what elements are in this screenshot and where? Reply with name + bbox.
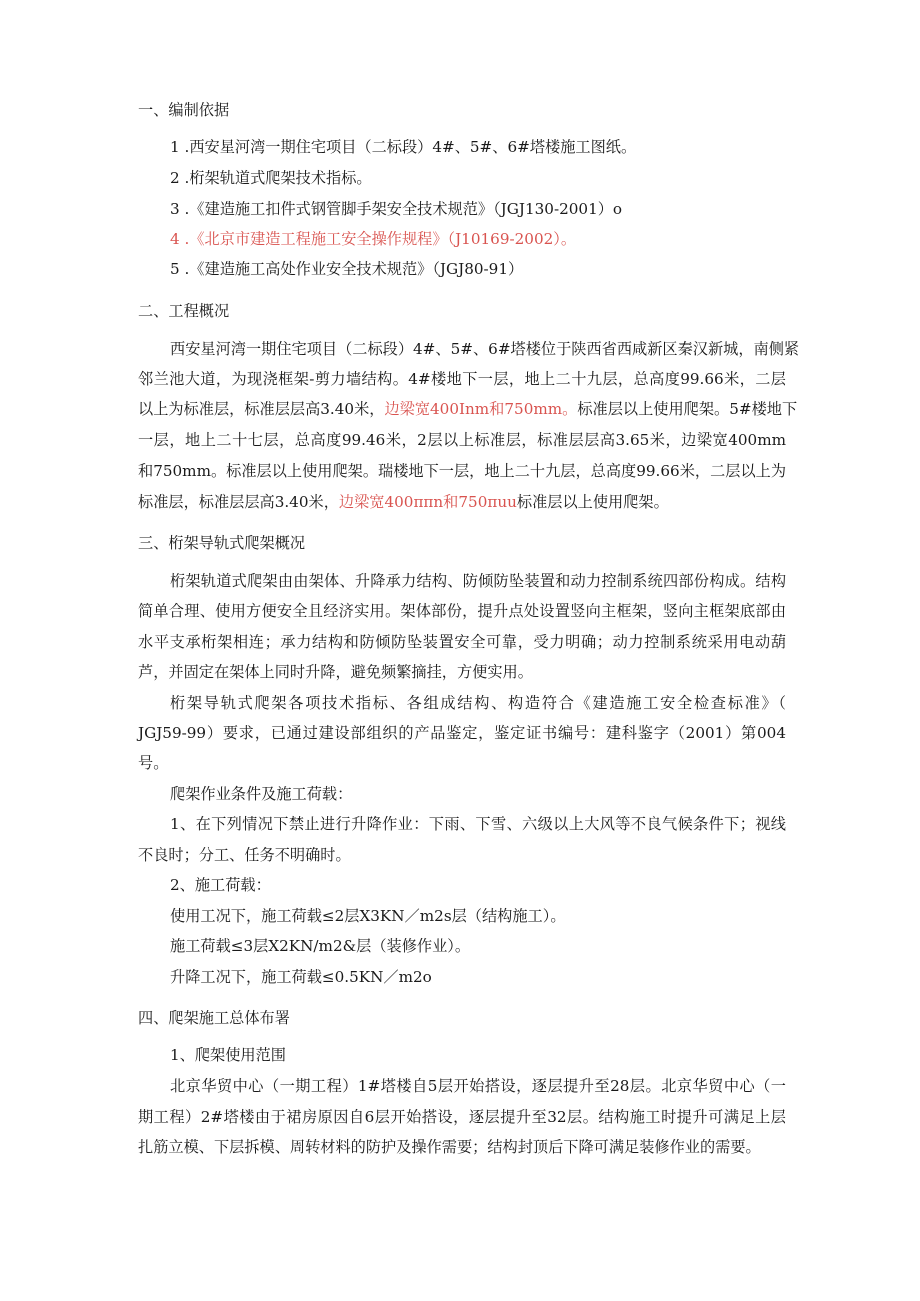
text-run: 标准层以上使用爬架。 — [516, 493, 669, 511]
list-item: 2 .桁架轨道式爬架技术指标。 — [170, 169, 372, 187]
text-run: 以上为标准层，标准层层高3.40米， — [138, 400, 385, 418]
paragraph-line: 芦，并固定在架体上同时升降，避免频繁摘挂，方便实用。 — [138, 663, 533, 681]
section-heading-climbing-frame: 三、桁架导轨式爬架概况 — [138, 534, 306, 552]
list-item: 5 .《建造施工高处作业安全技术规范》（JGJ80-91） — [170, 260, 524, 278]
paragraph-line: 不良时；分工、任务不明确时。 — [138, 846, 351, 864]
paragraph-line: 1、在下列情况下禁止进行升降作业：下雨、下雪、六级以上大风等不良气候条件下；视线 — [170, 815, 786, 833]
subheading: 1、爬架使用范围 — [170, 1046, 286, 1064]
paragraph-line: 水平支承桁架相连；承力结构和防倾防坠装置安全可靠，受力明确；动力控制系统采用电动葫 — [138, 633, 786, 651]
paragraph-line: 扎筋立模、下层拆模、周转材料的防护及操作需要；结构封顶后下降可满足装修作业的需要。 — [138, 1138, 761, 1156]
section-heading-overview: 二、工程概况 — [138, 302, 230, 320]
list-item: 1 .西安星河湾一期住宅项目（二标段）4#、5#、6#塔楼施工图纸。 — [170, 138, 637, 156]
text-run: 标准层，标准层层高3.40米， — [138, 493, 339, 511]
text-run: 标准层以上使用爬架。5#楼地下 — [577, 400, 798, 418]
highlighted-text-run: 边梁宽400Inm和750mm。 — [384, 400, 578, 418]
paragraph-line: 号。 — [138, 754, 169, 772]
list-item-highlighted: 4 .《北京市建造工程施工安全操作规程》（J10169-2002）。 — [170, 230, 577, 248]
paragraph-line: 使用工况下，施工荷载≤2层X3KN／m2s层（结构施工）。 — [170, 907, 566, 925]
paragraph-line: 一层，地上二十七层，总高度99.46米，2层以上标准层，标准层层高3.65米，边梁宽400mm — [138, 431, 786, 449]
paragraph-line: 北京华贸中心（一期工程）1#塔楼自5层开始搭设，逐层提升至28层。北京华贸中心（一 — [170, 1077, 786, 1095]
paragraph-line: 邻兰池大道，为现浇框架-剪力墙结构。4#楼地下一层，地上二十九层，总高度99.66米，二层 — [138, 370, 786, 388]
paragraph-line: 施工荷载≤3层X2KN/m2&层（装修作业）。 — [170, 937, 471, 955]
paragraph-line: 期工程）2#塔楼由于裙房原因自6层开始搭设，逐层提升至32层。结构施工时提升可满足上层 — [138, 1108, 786, 1126]
paragraph-line: 2、施工荷载： — [170, 876, 271, 894]
highlighted-text-run: 边梁宽400ππn和750πuu — [338, 493, 517, 511]
section-heading-deployment: 四、爬架施工总体布署 — [138, 1009, 290, 1027]
section-heading-basis: 一、编制依据 — [138, 101, 230, 119]
paragraph-line: 升降工况下，施工荷载≤0.5KN／m2o — [170, 968, 432, 986]
paragraph-line: JGJ59-99）要求，已通过建设部组织的产品鉴定，鉴定证书编号：建科鉴字（2001）第004 — [138, 724, 786, 742]
paragraph-line — [138, 492, 669, 512]
paragraph-line: 西安星河湾一期住宅项目（二标段）4#、5#、6#塔楼位于陕西省西咸新区秦汉新城，南侧紧 — [170, 340, 800, 358]
list-item: 3 .《建造施工扣件式钢管脚手架安全技术规范》（JGJ130-2001）o — [170, 200, 623, 218]
paragraph-line: 爬架作业条件及施工荷载： — [170, 785, 353, 803]
paragraph-line: 桁架轨道式爬架由由架体、升降承力结构、防倾防坠装置和动力控制系统四部份构成。结构 — [170, 572, 786, 590]
paragraph-line: 简单合理、使用方便安全且经济实用。架体部份，提升点处设置竖向主框架，竖向主框架底部由 — [138, 602, 786, 620]
paragraph-line: 和750mm。标准层以上使用爬架。瑞楼地下一层，地上二十九层，总高度99.66米，二层以上为 — [138, 462, 787, 480]
paragraph-line — [138, 399, 797, 419]
paragraph-line: 桁架导轨式爬架各项技术指标、各组成结构、构造符合《建造施工安全检查标准》（ — [170, 694, 786, 712]
